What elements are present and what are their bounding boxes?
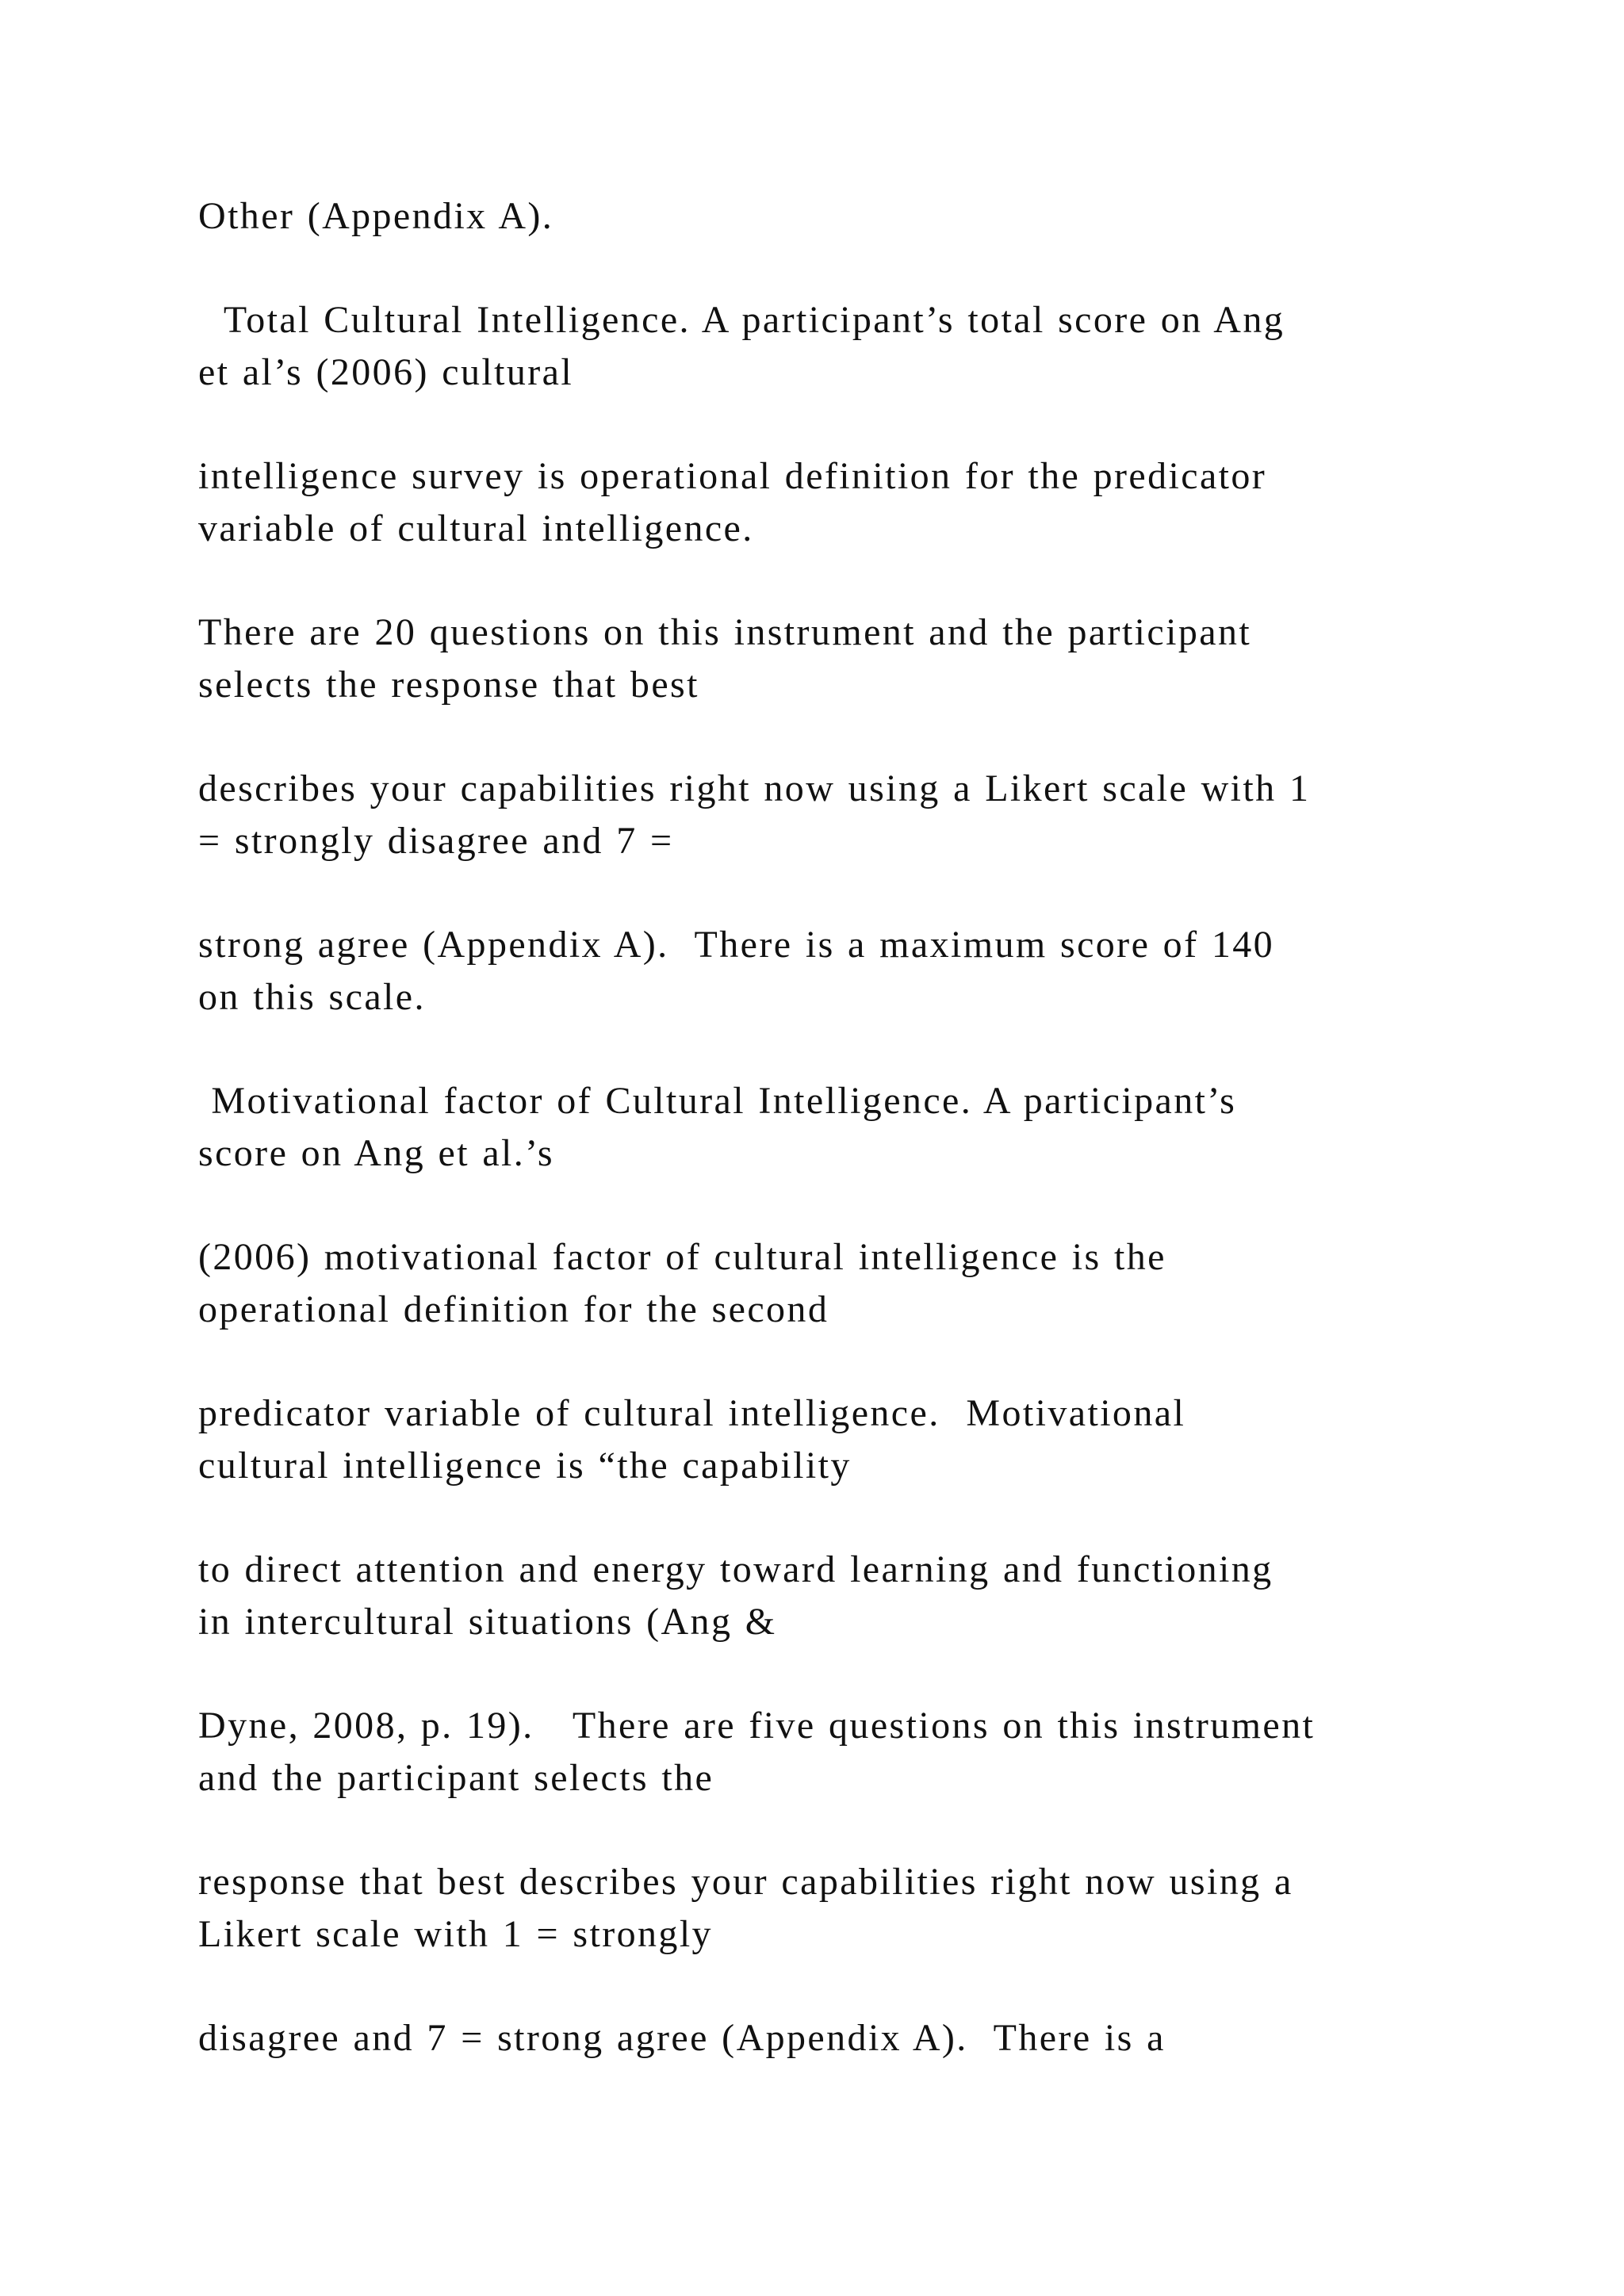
paragraph-gap	[198, 243, 1483, 294]
paragraph-gap	[198, 1492, 1483, 1544]
text-line: describes your capabilities right now using a Likert scale with 1	[198, 767, 1311, 809]
paragraph-gap	[198, 555, 1483, 607]
paragraph-gap	[198, 399, 1483, 450]
body-text	[198, 190, 1483, 2064]
paragraph-gap	[198, 1336, 1483, 1387]
paragraph-gap	[198, 1961, 1483, 2012]
text-line: There are 20 questions on this instrument and the participant	[198, 611, 1252, 653]
paragraph-gap	[198, 1648, 1483, 1700]
text-line: variable of cultural intelligence.	[198, 507, 754, 549]
text-line: operational definition for the second	[198, 1288, 829, 1330]
text-line: disagree and 7 = strong agree (Appendix A). There is a	[198, 2017, 1166, 2059]
text-line: score on Ang et al.’s	[198, 1132, 554, 1174]
text-line: and the participant selects the	[198, 1757, 714, 1799]
text-line: Other (Appendix A).	[198, 195, 554, 237]
paragraph-gap	[198, 1180, 1483, 1231]
paragraph-gap	[198, 711, 1483, 763]
text-line: Dyne, 2008, p. 19). There are five questions on this instrument	[198, 1705, 1316, 1747]
text-line: cultural intelligence is “the capability	[198, 1445, 852, 1487]
paragraph-gap	[198, 1024, 1483, 1075]
text-line: selects the response that best	[198, 664, 699, 706]
text-line: et al’s (2006) cultural	[198, 351, 574, 393]
text-line: strong agree (Appendix A). There is a maximum score of 140	[198, 924, 1275, 966]
text-line: Likert scale with 1 = strongly	[198, 1913, 713, 1955]
text-line: on this scale.	[198, 976, 426, 1018]
text-line: predicator variable of cultural intelligence. Motivational	[198, 1392, 1186, 1434]
text-line: = strongly disagree and 7 =	[198, 820, 674, 862]
text-line: response that best describes your capabilities right now using a	[198, 1861, 1293, 1903]
text-line: intelligence survey is operational definition for the predicator	[198, 455, 1267, 497]
text-line: (2006) motivational factor of cultural intelligence is the	[198, 1236, 1166, 1278]
text-line: to direct attention and energy toward learning and functioning	[198, 1548, 1274, 1590]
text-line: Motivational factor of Cultural Intelligence. A participant’s	[198, 1080, 1237, 1122]
paragraph-gap	[198, 867, 1483, 919]
text-line: in intercultural situations (Ang &	[198, 1601, 777, 1643]
text-line: Total Cultural Intelligence. A participant’s total score on Ang	[198, 299, 1285, 341]
paragraph-gap	[198, 1804, 1483, 1856]
